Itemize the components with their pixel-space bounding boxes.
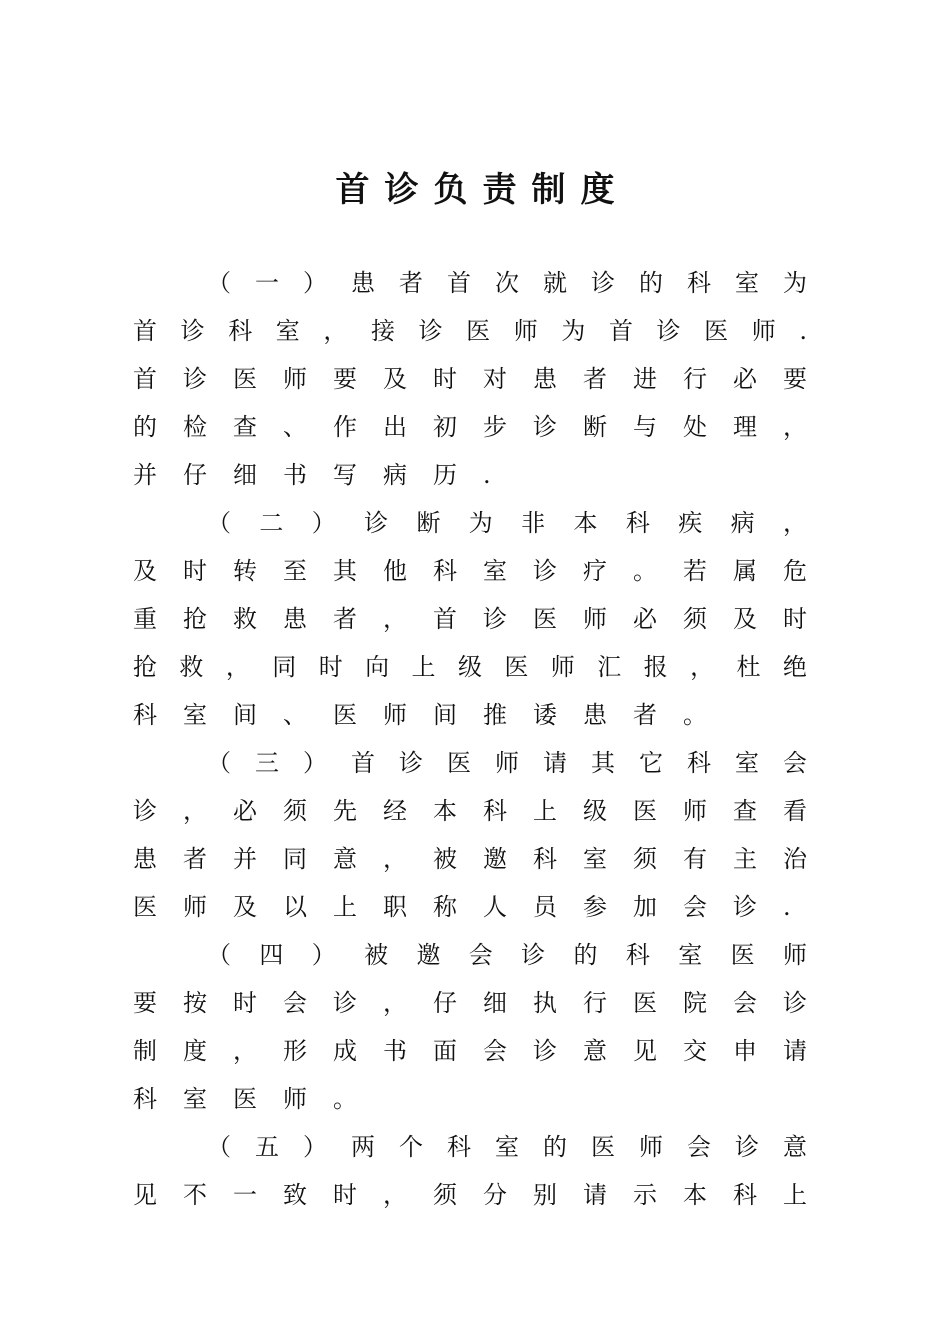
character: 书 xyxy=(383,1037,407,1065)
text-line xyxy=(133,835,807,883)
character: 致 xyxy=(283,1181,307,1209)
text-line xyxy=(133,691,807,739)
character: 步 xyxy=(483,413,507,441)
character: 师 xyxy=(782,941,807,969)
character: 须 xyxy=(283,797,307,825)
character: 患 xyxy=(351,269,375,297)
character: 科 xyxy=(133,1085,157,1113)
character: 检 xyxy=(183,413,207,441)
character: 诊 xyxy=(591,269,615,297)
character: 室 xyxy=(495,1133,519,1161)
character: 看 xyxy=(783,797,807,825)
character: 、 xyxy=(283,413,307,441)
character: 师 xyxy=(639,1133,663,1161)
character: 意 xyxy=(783,1133,807,1161)
character: 行 xyxy=(583,989,607,1017)
character: 的 xyxy=(573,941,598,969)
character: 医 xyxy=(233,365,257,393)
character: 病 xyxy=(383,461,407,489)
character: ， xyxy=(225,653,250,681)
character: （ xyxy=(207,509,231,537)
character: 医 xyxy=(704,317,729,345)
text-line xyxy=(133,787,807,835)
character: 医 xyxy=(591,1133,615,1161)
character: 首 xyxy=(447,269,471,297)
character: 被 xyxy=(433,845,457,873)
character: 诊 xyxy=(333,989,357,1017)
text-line xyxy=(133,931,807,979)
character: 师 xyxy=(583,605,607,633)
character: 会 xyxy=(283,989,307,1017)
character: 度 xyxy=(183,1037,207,1065)
character: 按 xyxy=(183,989,207,1017)
character: ， xyxy=(690,653,715,681)
character: 时 xyxy=(233,989,257,1017)
character: ） xyxy=(303,269,327,297)
character: 及 xyxy=(733,605,757,633)
paragraph xyxy=(133,739,807,931)
character: 者 xyxy=(333,605,357,633)
character: 首 xyxy=(133,317,157,345)
character: 疗 xyxy=(583,557,607,585)
character: 患 xyxy=(283,605,307,633)
character: 成 xyxy=(333,1037,357,1065)
character: 科 xyxy=(133,701,157,729)
character: 医 xyxy=(133,893,157,921)
character: ， xyxy=(383,605,407,633)
character: 院 xyxy=(683,989,707,1017)
character: 师 xyxy=(283,365,307,393)
character: 患 xyxy=(133,845,157,873)
character: 患 xyxy=(533,365,557,393)
character: 职 xyxy=(383,893,407,921)
text-line xyxy=(133,547,807,595)
character: 科 xyxy=(228,317,253,345)
character: 及 xyxy=(133,557,157,585)
character: 患 xyxy=(583,701,607,729)
character: 室 xyxy=(735,269,759,297)
character: 查 xyxy=(733,797,757,825)
character: 抢 xyxy=(133,653,157,681)
character: ） xyxy=(311,941,336,969)
character: （ xyxy=(207,941,231,969)
character: 医 xyxy=(533,605,557,633)
character: 断 xyxy=(583,413,607,441)
character: 诊 xyxy=(183,365,207,393)
character: 写 xyxy=(333,461,357,489)
character: 至 xyxy=(283,557,307,585)
character: 其 xyxy=(591,749,615,777)
character: 就 xyxy=(543,269,567,297)
character: 室 xyxy=(678,941,703,969)
text-line xyxy=(133,739,807,787)
character: 室 xyxy=(483,557,507,585)
character: 请 xyxy=(783,1037,807,1065)
text-line xyxy=(133,307,807,355)
character: 师 xyxy=(383,701,407,729)
character: 室 xyxy=(183,701,207,729)
character: ） xyxy=(311,509,336,537)
character: 师 xyxy=(513,317,538,345)
character: 参 xyxy=(583,893,607,921)
character: 、 xyxy=(283,701,307,729)
character: 理 xyxy=(733,413,757,441)
character: 者 xyxy=(633,701,657,729)
character: 对 xyxy=(483,365,507,393)
character: 转 xyxy=(233,557,257,585)
character: 推 xyxy=(483,701,507,729)
character: 接 xyxy=(370,317,395,345)
character: 室 xyxy=(583,845,607,873)
text-line xyxy=(133,451,807,499)
character: 师 xyxy=(283,1085,307,1113)
character: . xyxy=(483,461,491,489)
character: 要 xyxy=(133,989,157,1017)
character: 一 xyxy=(233,1181,257,1209)
character: 。 xyxy=(683,701,707,729)
character: 时 xyxy=(783,605,807,633)
character: 上 xyxy=(533,797,557,825)
character: 为 xyxy=(561,317,586,345)
character: 交 xyxy=(683,1037,707,1065)
character: 。 xyxy=(633,557,657,585)
character: 处 xyxy=(683,413,707,441)
character: 抢 xyxy=(183,605,207,633)
character: （ xyxy=(207,749,231,777)
character: 其 xyxy=(333,557,357,585)
character: 医 xyxy=(466,317,491,345)
character: 作 xyxy=(333,413,357,441)
text-line xyxy=(133,355,807,403)
character: 的 xyxy=(543,1133,567,1161)
character: 细 xyxy=(233,461,257,489)
character: 师 xyxy=(751,317,776,345)
text-line xyxy=(133,1123,807,1171)
character: 须 xyxy=(433,1181,457,1209)
character: 进 xyxy=(633,365,657,393)
character: 诊 xyxy=(418,317,443,345)
character: 请 xyxy=(583,1181,607,1209)
character: 上 xyxy=(333,893,357,921)
character: 医 xyxy=(233,1085,257,1113)
character: . xyxy=(799,317,807,345)
character: 要 xyxy=(783,365,807,393)
character: 师 xyxy=(683,797,707,825)
character: 的 xyxy=(639,269,663,297)
character: 同 xyxy=(283,845,307,873)
character: 制 xyxy=(133,1037,157,1065)
character: ， xyxy=(233,1037,257,1065)
text-line xyxy=(133,979,807,1027)
character: 上 xyxy=(783,1181,807,1209)
character: 历 xyxy=(433,461,457,489)
document-body xyxy=(133,259,807,1219)
character: 分 xyxy=(483,1181,507,1209)
character: . xyxy=(783,893,791,921)
paragraph xyxy=(133,259,807,499)
character: 会 xyxy=(468,941,493,969)
character: ） xyxy=(303,1133,327,1161)
character: 室 xyxy=(735,749,759,777)
character: 书 xyxy=(283,461,307,489)
character: 间 xyxy=(233,701,257,729)
text-line xyxy=(133,883,807,931)
character: 断 xyxy=(416,509,441,537)
character: 疾 xyxy=(678,509,703,537)
character: 医 xyxy=(633,989,657,1017)
character: 申 xyxy=(733,1037,757,1065)
character: 为 xyxy=(468,509,493,537)
character: 要 xyxy=(333,365,357,393)
character: 者 xyxy=(183,845,207,873)
character: 面 xyxy=(433,1037,457,1065)
character: 本 xyxy=(433,797,457,825)
character: 主 xyxy=(733,845,757,873)
character: 必 xyxy=(733,365,757,393)
character: 会 xyxy=(733,989,757,1017)
character: 师 xyxy=(550,653,575,681)
character: 被 xyxy=(364,941,389,969)
character: 诊 xyxy=(399,749,423,777)
character: 四 xyxy=(259,941,284,969)
character: 时 xyxy=(333,1181,357,1209)
paragraph xyxy=(133,1123,807,1219)
character: 间 xyxy=(433,701,457,729)
character: 本 xyxy=(683,1181,707,1209)
text-line xyxy=(133,499,807,547)
character: ， xyxy=(783,413,807,441)
character: 邀 xyxy=(416,941,441,969)
text-line xyxy=(133,643,807,691)
character: ） xyxy=(303,749,327,777)
character: 汇 xyxy=(597,653,622,681)
character: 示 xyxy=(633,1181,657,1209)
character: 诊 xyxy=(533,1037,557,1065)
character: ， xyxy=(383,845,407,873)
character: 仔 xyxy=(433,989,457,1017)
character: 诊 xyxy=(783,989,807,1017)
character: 诊 xyxy=(180,317,205,345)
document-title: 首诊负责制度 xyxy=(335,170,630,210)
character: 诊 xyxy=(521,941,546,969)
character: 者 xyxy=(583,365,607,393)
character: 邀 xyxy=(483,845,507,873)
character: 首 xyxy=(433,605,457,633)
character: 非 xyxy=(521,509,546,537)
character: 首 xyxy=(133,365,157,393)
character: 细 xyxy=(483,989,507,1017)
character: 向 xyxy=(365,653,390,681)
character: 有 xyxy=(683,845,707,873)
text-line xyxy=(133,1075,807,1123)
character: 本 xyxy=(573,509,598,537)
character: ， xyxy=(323,317,348,345)
character: 会 xyxy=(683,893,707,921)
character: 须 xyxy=(633,845,657,873)
character: 必 xyxy=(633,605,657,633)
character: 三 xyxy=(255,749,279,777)
character: 室 xyxy=(183,1085,207,1113)
character: 病 xyxy=(730,509,755,537)
character: 称 xyxy=(433,893,457,921)
character: 见 xyxy=(133,1181,157,1209)
character: 医 xyxy=(447,749,471,777)
character: 见 xyxy=(633,1037,657,1065)
character: 不 xyxy=(183,1181,207,1209)
character: 科 xyxy=(687,749,711,777)
character: 若 xyxy=(683,557,707,585)
character: 意 xyxy=(583,1037,607,1065)
character: 同 xyxy=(272,653,297,681)
character: 科 xyxy=(447,1133,471,1161)
character: 为 xyxy=(783,269,807,297)
character: 杜 xyxy=(736,653,761,681)
character: 科 xyxy=(433,557,457,585)
text-line xyxy=(133,1171,807,1219)
character: 救 xyxy=(179,653,204,681)
character: 医 xyxy=(333,701,357,729)
character: 仔 xyxy=(183,461,207,489)
character: 及 xyxy=(233,893,257,921)
character: 诊 xyxy=(735,1133,759,1161)
character: 首 xyxy=(608,317,633,345)
character: 会 xyxy=(783,749,807,777)
character: 科 xyxy=(533,845,557,873)
character: ， xyxy=(183,797,207,825)
character: （ xyxy=(207,1133,231,1161)
character: 出 xyxy=(383,413,407,441)
character: 医 xyxy=(504,653,529,681)
character: 须 xyxy=(683,605,707,633)
character: 会 xyxy=(687,1133,711,1161)
paragraph xyxy=(133,931,807,1123)
character: 必 xyxy=(233,797,257,825)
character: 时 xyxy=(433,365,457,393)
character: 医 xyxy=(730,941,755,969)
character: 初 xyxy=(433,413,457,441)
character: 诊 xyxy=(656,317,681,345)
character: 级 xyxy=(457,653,482,681)
character: 属 xyxy=(733,557,757,585)
character: 危 xyxy=(783,557,807,585)
character: 经 xyxy=(383,797,407,825)
character: 执 xyxy=(533,989,557,1017)
character: 诊 xyxy=(364,509,389,537)
character: 五 xyxy=(255,1133,279,1161)
character: 个 xyxy=(399,1133,423,1161)
character: 以 xyxy=(283,893,307,921)
character: 诊 xyxy=(733,893,757,921)
character: 科 xyxy=(483,797,507,825)
character: 与 xyxy=(633,413,657,441)
character: 科 xyxy=(733,1181,757,1209)
character: 诊 xyxy=(533,557,557,585)
text-line xyxy=(133,595,807,643)
character: 重 xyxy=(133,605,157,633)
character: ， xyxy=(782,509,807,537)
character: 室 xyxy=(275,317,300,345)
character: 绝 xyxy=(782,653,807,681)
character: 诊 xyxy=(133,797,157,825)
character: 治 xyxy=(783,845,807,873)
paragraph xyxy=(133,499,807,739)
character: 行 xyxy=(683,365,707,393)
character: 科 xyxy=(625,941,650,969)
character: 两 xyxy=(351,1133,375,1161)
character: 他 xyxy=(383,557,407,585)
character: 并 xyxy=(133,461,157,489)
character: ， xyxy=(383,989,407,1017)
text-line xyxy=(133,403,807,451)
character: 报 xyxy=(643,653,668,681)
character: 查 xyxy=(233,413,257,441)
character: 者 xyxy=(399,269,423,297)
character: 上 xyxy=(411,653,436,681)
character: 时 xyxy=(183,557,207,585)
text-line xyxy=(133,1027,807,1075)
character: 形 xyxy=(283,1037,307,1065)
character: 科 xyxy=(687,269,711,297)
character: 先 xyxy=(333,797,357,825)
character: 首 xyxy=(351,749,375,777)
character: 员 xyxy=(533,893,557,921)
character: 请 xyxy=(543,749,567,777)
character: 意 xyxy=(333,845,357,873)
character: 诊 xyxy=(533,413,557,441)
character: 二 xyxy=(259,509,284,537)
character: 并 xyxy=(233,845,257,873)
character: 师 xyxy=(183,893,207,921)
character: 科 xyxy=(625,509,650,537)
character: 医 xyxy=(633,797,657,825)
character: 人 xyxy=(483,893,507,921)
text-line xyxy=(133,259,807,307)
character: ， xyxy=(383,1181,407,1209)
character: 时 xyxy=(318,653,343,681)
character: 师 xyxy=(495,749,519,777)
character: 一 xyxy=(255,269,279,297)
character: 诿 xyxy=(533,701,557,729)
character: 会 xyxy=(483,1037,507,1065)
character: 。 xyxy=(333,1085,357,1113)
character: 次 xyxy=(495,269,519,297)
character: 诊 xyxy=(483,605,507,633)
character: 救 xyxy=(233,605,257,633)
character: （ xyxy=(207,269,231,297)
character: 及 xyxy=(383,365,407,393)
character: 别 xyxy=(533,1181,557,1209)
character: 级 xyxy=(583,797,607,825)
character: 加 xyxy=(633,893,657,921)
character: 它 xyxy=(639,749,663,777)
character: 的 xyxy=(133,413,157,441)
